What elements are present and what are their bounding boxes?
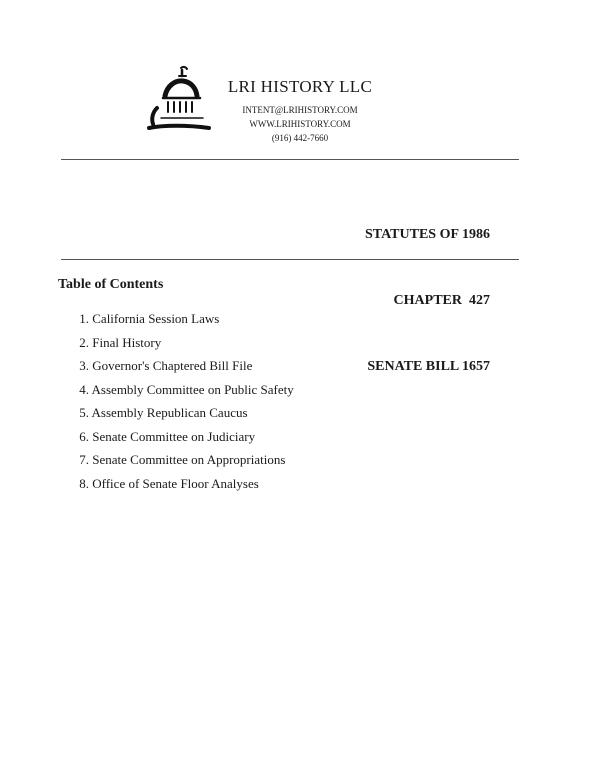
statute-block <box>365 180 490 400</box>
statute-chapter: CHAPTER 427 <box>393 293 490 308</box>
toc-item <box>64 472 294 496</box>
toc-item <box>64 378 294 402</box>
toc-list <box>64 307 294 495</box>
toc-item-label: Assembly Committee on Public Safety <box>91 381 294 397</box>
toc-item-number: 2. <box>79 334 89 350</box>
statute-divider <box>61 259 519 260</box>
company-phone: (916) 442-7660 <box>271 133 329 143</box>
toc-item-label: Senate Committee on Judiciary <box>92 428 256 444</box>
toc-item <box>64 307 294 331</box>
toc-item-number: 8. <box>79 475 89 491</box>
toc-item-number: 1. <box>79 311 89 326</box>
toc-item-label: Final History <box>92 334 162 350</box>
toc-item <box>64 354 294 378</box>
toc-item-number: 3. <box>79 358 89 373</box>
toc-item-label: California Session Laws <box>92 311 220 326</box>
company-website: WWW.LRIHISTORY.COM <box>249 119 351 129</box>
toc-item <box>64 331 294 355</box>
toc-item <box>64 425 294 449</box>
letterhead <box>200 77 400 145</box>
toc-item-number: 4. <box>79 381 89 397</box>
statute-bill: SENATE BILL 1657 <box>367 359 490 374</box>
company-name: LRI HISTORY LLC <box>227 77 373 96</box>
toc-item-label: Office of Senate Floor Analyses <box>92 475 259 491</box>
toc-item <box>64 401 294 425</box>
toc-item-label: Governor's Chaptered Bill File <box>92 358 253 373</box>
toc-item-number: 7. <box>79 452 89 467</box>
header-divider <box>61 159 519 160</box>
toc-item-number: 5. <box>79 405 89 420</box>
company-email: INTENT@LRIHISTORY.COM <box>242 105 358 115</box>
toc-item-label: Senate Committee on Appropriations <box>92 452 286 467</box>
toc-item <box>64 448 294 472</box>
toc-item-label: Assembly Republican Caucus <box>91 405 248 420</box>
toc-item-number: 6. <box>79 428 89 444</box>
toc-title: Table of Contents <box>58 277 164 292</box>
statute-year: STATUTES OF 1986 <box>365 227 490 242</box>
